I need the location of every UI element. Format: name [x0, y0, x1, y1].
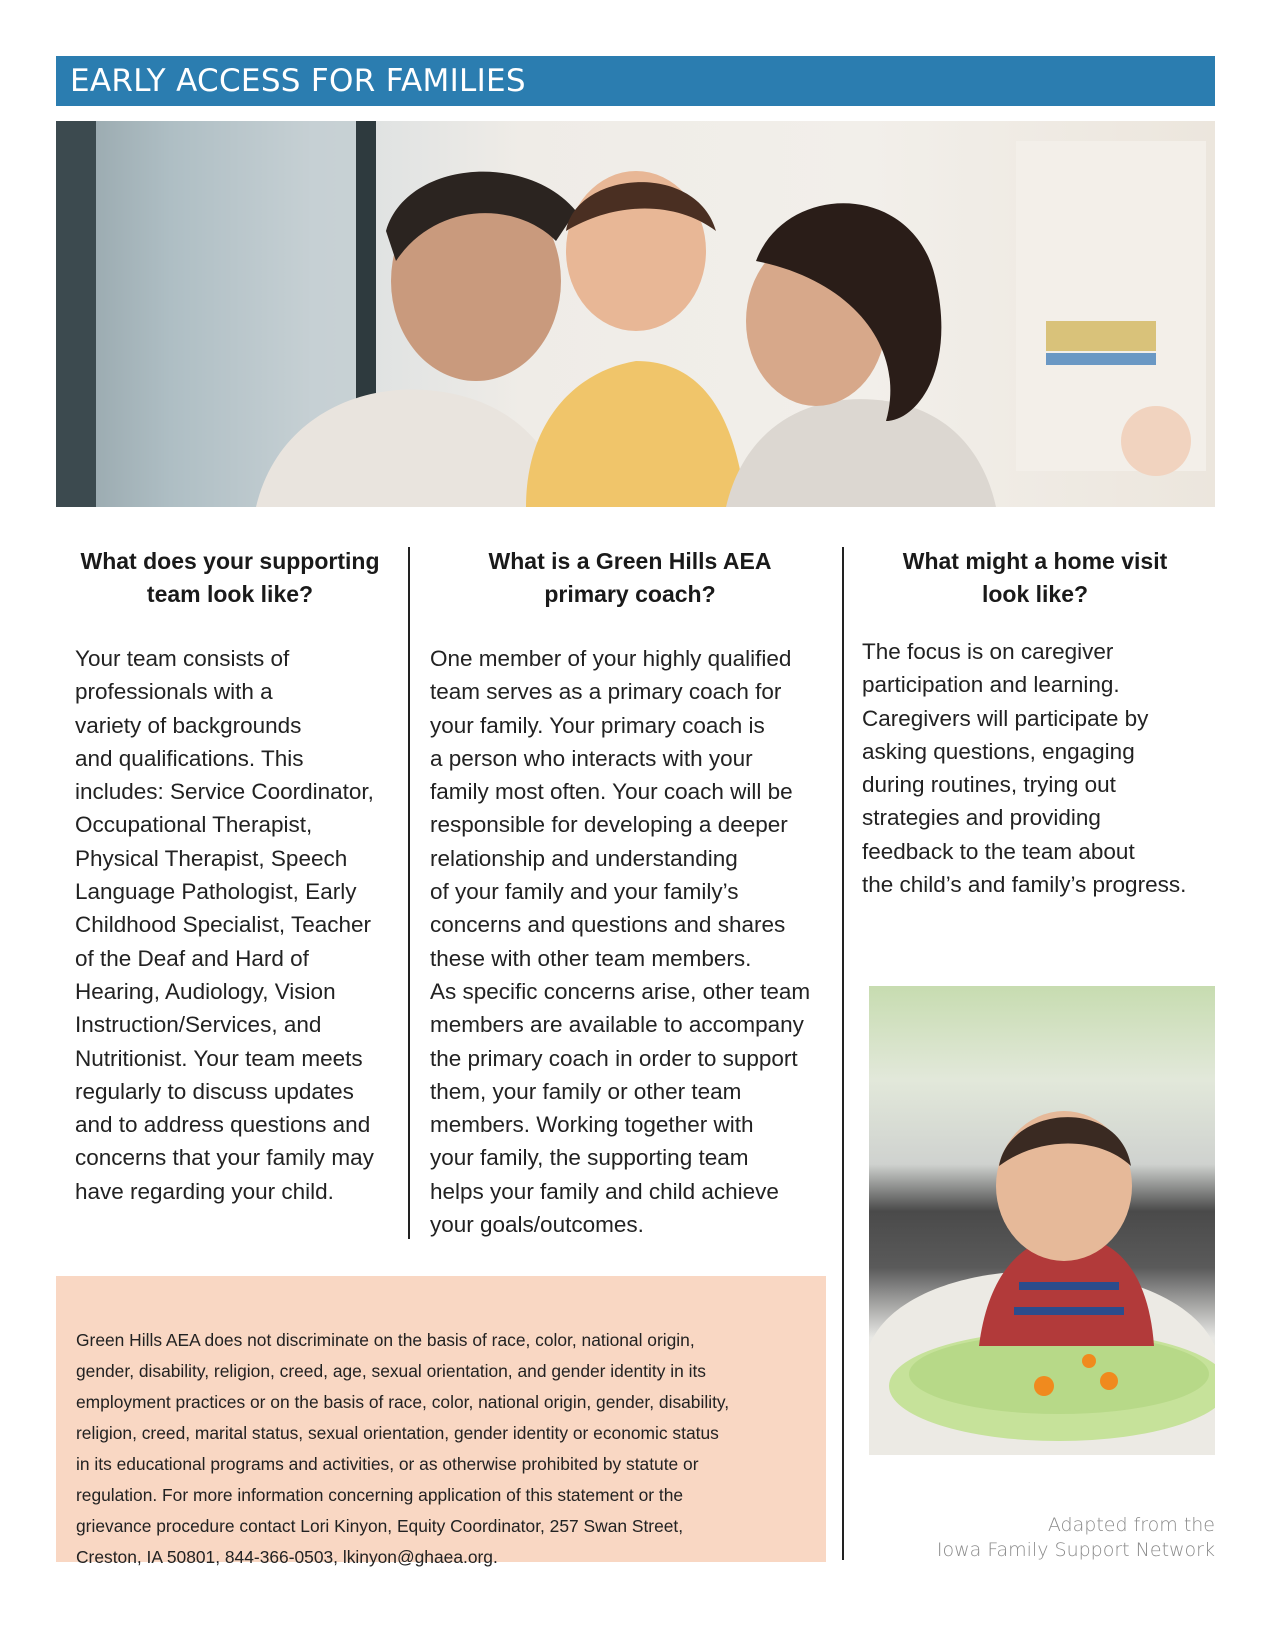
column-1-heading: What does your supporting team look like?: [80, 548, 380, 607]
column-2-body: One member of your highly qualified team serves as a primary coach for your family. Your primary coach is a person who interacts with your family most often. Your coach will be responsible for developing a deeper relationship and understanding of your family and your family’s concerns and questions and shares these with other team members. As specific concerns arise, other team members are available to accompany the primary coach in order to support them, your family or other team members. Working together with your family, the supporting team helps your family and child achieve your goals/outcomes.: [430, 646, 811, 1238]
family-photo-illustration: [56, 121, 1215, 507]
non-discrimination-notice: [56, 1276, 826, 1567]
column-divider-2: [842, 547, 844, 1560]
credit-line-1: Adapted from the: [1047, 1514, 1215, 1536]
column-1-body: Your team consists of professionals with a variety of backgrounds and qualifications. This includes: Service Coordinator, Occupational Therapist, Physical Therapist, Speech Language Pathologist, Early Childhood Specialist, Teacher of the Deaf and Hard of Hearing, Audiology, Vision Instruction/Services, and Nutritionist. Your team meets regularly to discuss updates and to address questions and concerns that your family may have regarding your child.: [75, 646, 374, 1204]
column-3-body: The focus is on caregiver participation and learning. Caregivers will participate by asking questions, engaging during routines, trying out strategies and providing feedback to the team about the child’s and family’s progress.: [862, 639, 1187, 898]
credit-line-2: Iowa Family Support Network: [936, 1539, 1215, 1561]
column-2-heading: What is a Green Hills AEA primary coach?: [488, 548, 772, 607]
baby-eating-photo: [869, 986, 1215, 1455]
page-banner: [56, 56, 1215, 106]
column-divider-1: [408, 547, 410, 1239]
baby-eating-illustration: [869, 986, 1215, 1455]
column-3-heading: What might a home visit look like?: [902, 548, 1168, 607]
source-credit: [937, 1513, 1215, 1563]
banner-title: EARLY ACCESS FOR FAMILIES: [70, 63, 526, 99]
family-photo: [56, 121, 1215, 507]
notice-text: Green Hills AEA does not discriminate on the basis of race, color, national origin, gender, disability, religion, creed, age, sexual orientation, and gender identity in its employment practices or on the basis of race, color, national origin, gender, disability, religion, creed, marital status, sexual orientation, gender identity or economic status in its educational programs and activities, or as otherwise prohibited by statute or regulation. For more information concerning application of this statement or the grievance procedure contact Lori Kinyon, Equity Coordinator, 257 Swan Street, Creston, IA 50801, 844-366-0503, lkinyon@ghaea.org.: [76, 1330, 730, 1567]
